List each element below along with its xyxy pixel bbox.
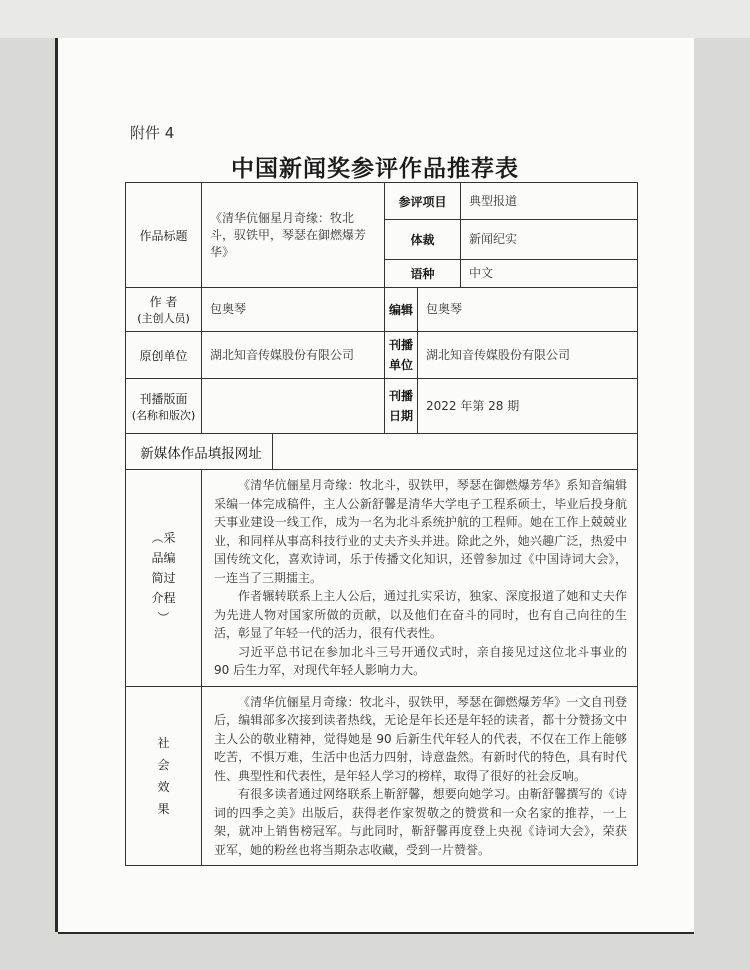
intro-paragraph: 作者辗转联系上主人公后，通过扎实采访，独家、深度报道了她和丈夫作为先进人物对国家所做的贡献，以及他们在奋斗的同时，也有自己向往的生活，彰显了年轻一代的活力，很有代表性。 xyxy=(214,589,628,640)
effect-paragraph: 有很多读者通过网络联系上靳舒馨，想要向她学习。由靳舒馨撰写的《诗词的四季之美》出版后，获得老作家贺敬之的赞赏和一众名家的推荐，一上架，就冲上销售榜冠军。与此同时，靳舒馨再度登上央视《诗词大会》，荣获亚军，她的粉丝也将当期杂志收藏，受到一片赞誉。 xyxy=(214,787,628,857)
work-title-value: 《清华伉俪星月奇缘：牧北斗，驭铁甲，琴瑟在御燃爆芳华》 xyxy=(202,183,385,288)
newmedia-label: 新媒体作品填报网址 xyxy=(126,434,273,470)
origin-label: 原创单位 xyxy=(126,332,202,379)
page-value xyxy=(202,379,385,434)
page-label: 刊播版面 xyxy=(139,391,188,406)
effect-paragraph: 《清华伉俪星月奇缘：牧北斗，驭铁甲，琴瑟在御燃爆芳华》一文自刊登后，编辑部多次接到读者热线，无论是年长还是年轻的读者，都十分赞扬文中主人公的敬业精神，觉得她是 90 后新生代年轻人的代表，不仅在工作上能够吃苦，不惧万难，生活中也活力四射，诗意盎然。有新时代的特色，具有时代性、典型性和代表性，是年轻人学习的榜样，取得了很好的社会反响。 xyxy=(214,694,628,783)
recommendation-form xyxy=(125,182,638,866)
effect-text xyxy=(202,686,638,866)
publisher-label-line-2: 单位 xyxy=(388,358,413,372)
effect-label-line: 社 xyxy=(157,735,170,750)
date-label-line-2: 日期 xyxy=(388,409,413,423)
language-value: 中文 xyxy=(461,260,638,288)
editor-value: 包奥琴 xyxy=(418,288,638,332)
author-sub-label: (主创人员) xyxy=(137,312,190,325)
language-label: 语种 xyxy=(385,260,461,288)
category-value: 典型报道 xyxy=(461,183,638,220)
editor-label: 编辑 xyxy=(385,288,418,332)
publisher-value: 湖北知音传媒股份有限公司 xyxy=(418,332,638,379)
date-value: 2022 年第 28 期 xyxy=(418,379,638,434)
page-sub-label: (名称和版次) xyxy=(131,408,196,422)
intro-label-cell xyxy=(126,470,202,687)
intro-label-line: ︵采 xyxy=(151,530,176,545)
effect-label-cell xyxy=(126,686,202,866)
date-label-line-1: 刊播 xyxy=(388,389,413,403)
work-title-label: 作品标题 xyxy=(126,183,202,288)
genre-label: 体裁 xyxy=(385,220,461,260)
page-title: 中国新闻奖参评作品推荐表 xyxy=(231,155,519,182)
intro-label-line: 品编 xyxy=(151,550,176,565)
origin-value: 湖北知音传媒股份有限公司 xyxy=(202,332,385,379)
genre-value: 新闻纪实 xyxy=(461,220,638,260)
publisher-label-line-1: 刊播 xyxy=(388,338,413,352)
publisher-label-cell xyxy=(385,332,418,379)
newmedia-value xyxy=(273,434,638,470)
author-label-cell xyxy=(126,288,202,332)
intro-label-line: ︶ xyxy=(157,610,170,625)
author-value: 包奥琴 xyxy=(202,288,385,332)
intro-label-line: 简过 xyxy=(151,570,176,585)
intro-paragraph: 《清华伉俪星月奇缘：牧北斗，驭铁甲，琴瑟在御燃爆芳华》系知音编辑采编一体完成稿件，主人公新舒馨是清华大学电子工程系硕士，毕业后投身航天事业建设一线工作，成为一名为北斗系统护航的工程师。她在工作上兢兢业业，和同样从事高科技行业的丈夫齐头并进。除此之外，她兴趣广泛，热爱中国传统文化，喜欢诗词，乐于传播文化知识，还曾参加过《中国诗词大会》，一连当了三期擂主。 xyxy=(214,478,628,585)
effect-label-line: 效 xyxy=(157,779,170,794)
effect-label-line: 果 xyxy=(157,801,170,816)
page-label-cell xyxy=(126,379,202,434)
intro-paragraph: 习近平总书记在参加北斗三号开通仪式时，亲自接见过这位北斗事业的 90 后生力军，对现代年轻人影响力大。 xyxy=(214,644,628,677)
intro-label-line: 介程 xyxy=(151,590,176,605)
category-label: 参评项目 xyxy=(385,183,461,220)
scan-background xyxy=(0,0,750,38)
attachment-label: 附件 4 xyxy=(130,124,175,142)
date-label-cell xyxy=(385,379,418,434)
intro-text xyxy=(202,470,638,687)
author-label: 作 者 xyxy=(149,295,178,309)
effect-label-line: 会 xyxy=(157,757,170,772)
